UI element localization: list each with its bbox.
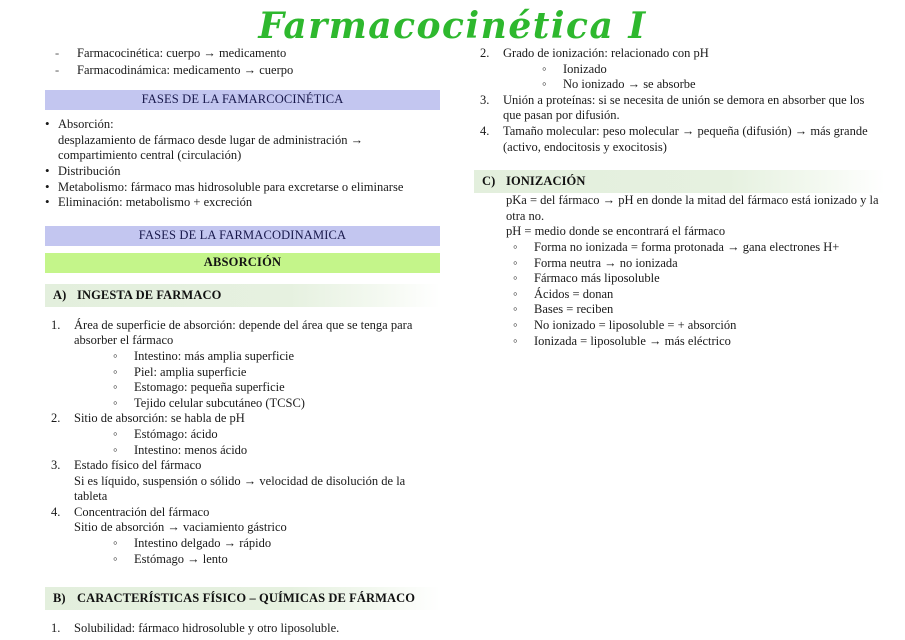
list-item: Solubilidad: fármaco hidrosoluble y otro liposoluble. [74,621,340,636]
list-item [45,505,440,567]
list-item [45,458,440,505]
section-c-sub-list [474,240,885,349]
sub-list [74,536,440,567]
list-item: ◦ Estomago: pequeña superficie [74,380,440,396]
list-item: ◦ No ionizado → se absorbe [503,77,885,93]
spacer [474,155,885,170]
section-c-letter: C) [482,174,496,189]
list-item-note: Si es líquido, suspensión o sólido → velocidad de disolución de la tableta [74,473,406,504]
spacer [45,273,440,284]
list-item: ◦ Intestino: más amplia superficie [74,349,440,365]
list-item: ◦ Estómago: ácido [74,427,440,443]
list-item: ◦ Bases = reciben [474,302,885,318]
spacer [45,110,440,117]
section-c-header [474,170,885,193]
left-column [0,46,452,637]
sub-list [74,427,440,458]
list-item-label: Concentración del fármaco [74,504,210,519]
list-item: - Farmacocinética: cuerpo → medicamento [45,46,440,62]
list-item: Unión a proteínas: si se necesita de unión se demora en absorber que los que pasan por difusión. [503,92,865,123]
list-item-label: Área de superficie de absorción: depende del área que se tenga para absorber el fármaco [74,317,413,348]
section-c-paragraph: pKa = del fármaco → pH en donde la mitad del fármaco está ionizado y la otra no. [506,193,879,223]
list-item: ◦ Intestino delgado → rápido [74,536,440,552]
page-columns [0,46,905,637]
section-b-letter: B) [53,591,66,606]
intro-dash-list [45,46,440,78]
spacer [45,610,440,621]
fases-bullet-list [45,117,440,211]
list-item [474,46,885,93]
section-c-title: IONIZACIÓN [506,174,586,189]
section-c-paragraph: pH = medio donde se encontrará el fármaco [506,224,726,239]
section-a-list [45,318,440,568]
absorcion-detail: desplazamiento de fármaco desde lugar de administración → compartimiento central (circulación) [58,132,364,163]
page-title: Farmacocinética I [258,5,647,47]
list-item-label: Grado de ionización: relacionado con pH [503,46,709,60]
section-b-header [45,587,440,610]
list-item: ◦ No ionizado = liposoluble = + absorción [474,318,885,334]
list-item: ◦ Tejido celular subcutáneo (TCSC) [74,396,440,412]
spacer [45,307,440,318]
list-item: • Eliminación: metabolismo + excreción [45,195,440,211]
list-item-label: Absorción: [58,117,114,132]
spacer [45,567,440,587]
list-item: ◦ Fármaco más liposoluble [474,271,885,287]
list-item: ◦ Ácidos = donan [474,287,885,303]
list-item: ◦ Ionizada = liposoluble → más eléctrico [474,334,885,350]
banner-absorcion: ABSORCIÓN [45,253,440,273]
banner-fases-farmacodinamica: FASES DE LA FARMACODINAMICA [45,226,440,246]
right-continued-list [474,46,885,155]
sub-list [503,62,885,93]
list-item: • Distribución [45,164,440,180]
list-item: ◦ Ionizado [503,62,885,78]
list-item: ◦ Forma no ionizada = forma protonada → gana electrones H+ [474,240,885,256]
list-item-label: Sitio de absorción: se habla de pH [74,411,245,426]
list-item [45,411,440,458]
section-c-body [474,193,885,240]
list-item [45,318,440,412]
list-item-note: Sitio de absorción → vaciamiento gástrico [74,520,287,535]
section-a-letter: A) [53,287,67,302]
spacer [45,79,440,90]
section-a-header [45,284,440,307]
spacer [45,246,440,253]
list-item: ◦ Estómago → lento [74,552,440,568]
list-item [45,117,440,164]
list-item: ◦ Piel: amplia superficie [74,365,440,381]
list-item-label: Estado físico del fármaco [74,458,202,473]
list-item: • Metabolismo: fármaco mas hidrosoluble para excretarse o eliminarse [45,180,440,196]
list-item: ◦ Forma neutra → no ionizada [474,256,885,272]
section-b-list [45,621,440,637]
banner-fases-farmacocinetica: FASES DE LA FAMARCOCINÉTICA [45,90,440,110]
list-item: - Farmacodinámica: medicamento → cuerpo [45,63,440,79]
section-b-title: CARACTERÍSTICAS FÍSICO – QUÍMICAS DE FÁRMACO [77,591,416,606]
right-column [452,46,905,349]
list-item: ◦ Intestino: menos ácido [74,443,440,459]
section-a-title: INGESTA DE FARMACO [77,287,222,302]
sub-list [74,349,440,411]
list-item: Tamaño molecular: peso molecular → pequeña (difusión) → más grande (activo, endocitosis y exocitosis) [503,123,868,154]
spacer [45,211,440,226]
